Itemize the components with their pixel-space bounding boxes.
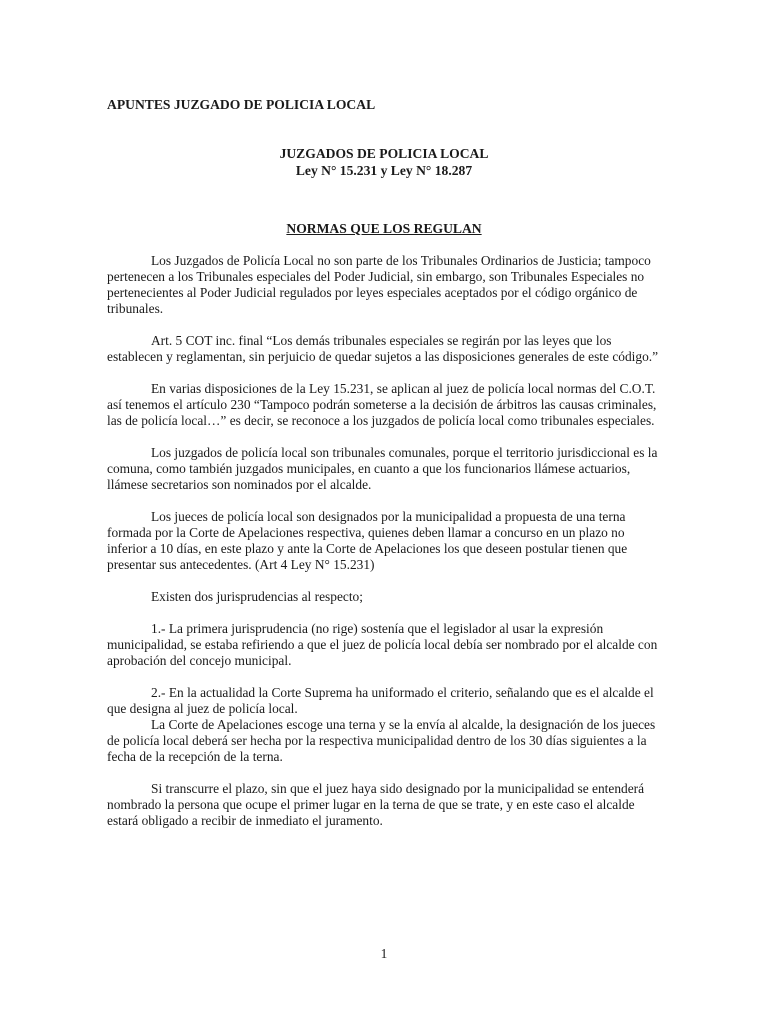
paragraph: En varias disposiciones de la Ley 15.231, se aplican al juez de policía local normas del C.O.T. así tenemos el artículo 230 “Tampoco podrán someterse a la decisión de árbitros las causas criminales, las de policía local…” es decir, se reconoce a los juzgados de policía local como tribunales especiales.: [107, 381, 657, 428]
paragraph: Si transcurre el plazo, sin que el juez haya sido designado por la municipalidad se entenderá nombrado la persona que ocupe el primer lugar en la terna de que se trate, y en este caso el alcalde estará obligado a recibir de inmediato el juramento.: [107, 781, 645, 828]
paragraph: Los juzgados de policía local son tribunales comunales, porque el territorio jurisdiccional es la comuna, como también juzgados municipales, en cuanto a que los funcionarios llámese actuarios, llámese secretarios son nominados por el alcalde.: [107, 445, 658, 492]
paragraph: Los jueces de policía local son designados por la municipalidad a propuesta de una terna formada por la Corte de Apelaciones respectiva, quienes deben llamar a concurso en un plazo no inferior a 10 días, en este plazo y ante la Corte de Apelaciones los que deseen postular tienen que presentar sus antecedentes. (Art 4 Ley N° 15.231): [107, 509, 628, 572]
paragraph: La Corte de Apelaciones escoge una terna y se la envía al alcalde, la designación de los jueces de policía local deberá ser hecha por la respectiva municipalidad dentro de los 30 días siguientes a la fecha de la recepción de la terna.: [107, 717, 656, 764]
section-title: NORMAS QUE LOS REGULAN: [286, 221, 482, 236]
document-title: JUZGADOS DE POLICIA LOCAL: [279, 146, 489, 161]
page-number: 1: [380, 946, 388, 961]
list-item: 2.- En la actualidad la Corte Suprema ha uniformado el criterio, señalando que es el alcalde el que designa al juez de policía local.: [107, 685, 654, 716]
paragraph: Existen dos jurisprudencias al respecto;: [151, 589, 363, 604]
document-body: [107, 253, 663, 845]
document-subtitle: Ley N° 15.231 y Ley N° 18.287: [295, 163, 473, 178]
title-block: [0, 145, 768, 179]
paragraph: Los Juzgados de Policía Local no son parte de los Tribunales Ordinarios de Justicia; tampoco pertenecen a los Tribunales especiales del Poder Judicial, sin embargo, son Tribunales Especiales no pertenecientes al Poder Judicial regulados por leyes especiales aceptados por el código orgánico de tribunales.: [107, 253, 651, 316]
list-item: 1.- La primera jurisprudencia (no rige) sostenía que el legislador al usar la expresión municipalidad, se estaba refiriendo a que el juez de policía local debía ser nombrado por el alcalde con aprobación del concejo municipal.: [107, 621, 658, 668]
paragraph: Art. 5 COT inc. final “Los demás tribunales especiales se regirán por las leyes que los establecen y reglamentan, sin perjuicio de quedar sujetos a las disposiciones generales de este código.”: [107, 333, 659, 364]
document-header: APUNTES JUZGADO DE POLICIA LOCAL: [107, 97, 376, 112]
